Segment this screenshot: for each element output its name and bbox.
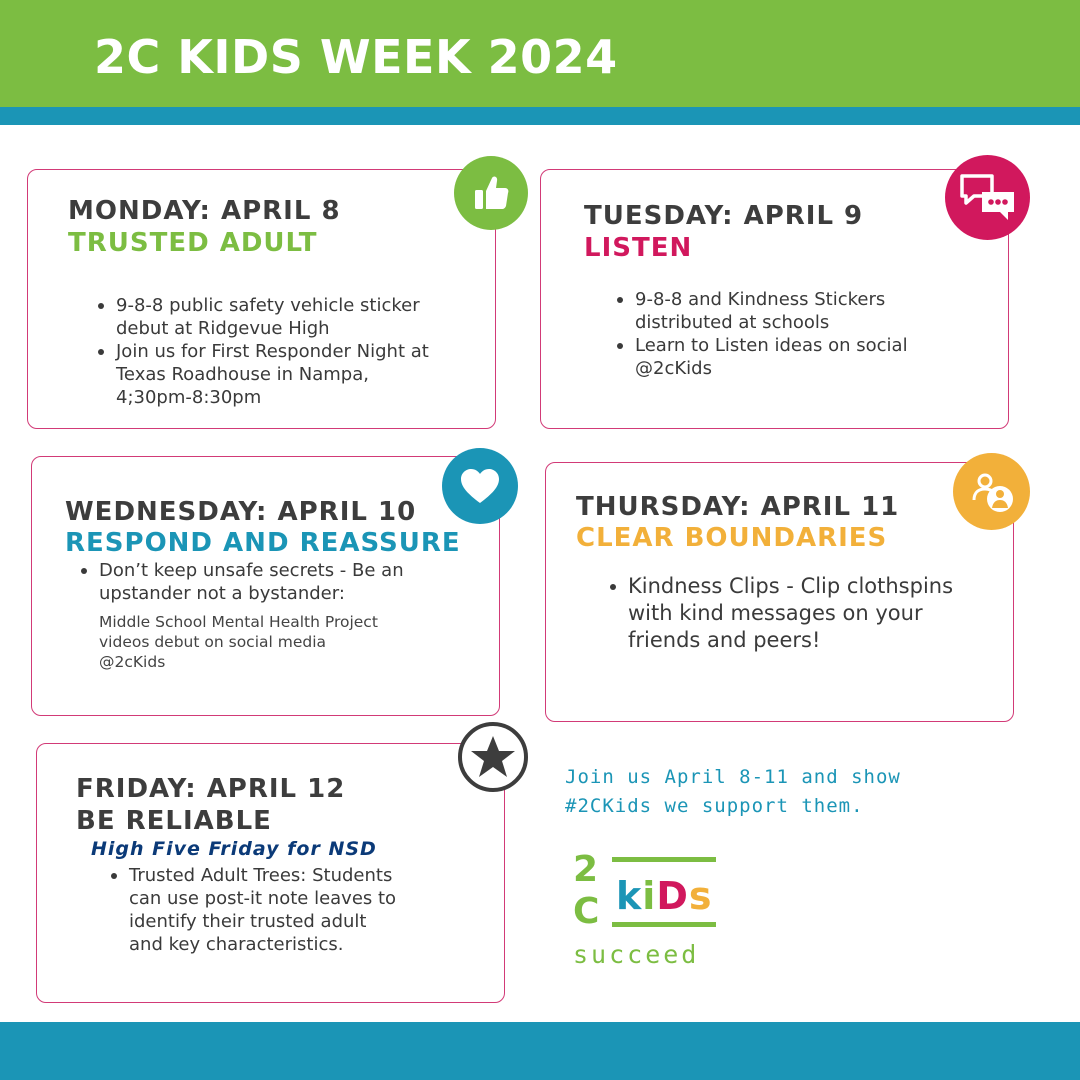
list-item: Kindness Clips - Clip clothspins with kind messages on your friends and peers! [606, 573, 991, 654]
logo-letter-s: s [688, 874, 713, 918]
tuesday-title: TUESDAY: APRIL 9 [584, 201, 864, 231]
star-icon [458, 722, 528, 792]
list-item: Learn to Listen ideas on social @2cKids [613, 334, 953, 380]
wednesday-theme: RESPOND AND REASSURE [65, 528, 461, 558]
join-message [565, 763, 901, 821]
list-item: Trusted Adult Trees: Students can use post-it note leaves to identify their trusted adult and key characteristics. [107, 864, 397, 956]
wednesday-note: Middle School Mental Health Project videos debut on social media @2cKids [99, 613, 378, 671]
monday-theme: TRUSTED ADULT [68, 228, 318, 258]
thumbs-up-icon [454, 156, 528, 230]
friday-theme: BE RELIABLE [76, 806, 272, 836]
heart-icon [442, 448, 518, 524]
wednesday-title: WEDNESDAY: APRIL 10 [65, 497, 417, 527]
wednesday-card [31, 456, 500, 716]
tuesday-card [540, 169, 1009, 429]
page-title: 2C KIDS WEEK 2024 [94, 30, 618, 84]
friday-subtheme: High Five Friday for NSD [91, 838, 377, 860]
logo-kids [616, 874, 712, 918]
friday-bullets [107, 864, 397, 956]
logo-bottom-line [612, 922, 716, 927]
logo-letter-d: D [656, 874, 689, 918]
list-item: Don’t keep unsafe secrets - Be an upstander not a bystander: [77, 559, 447, 605]
thursday-bullets [606, 573, 991, 654]
tuesday-bullets [613, 288, 953, 380]
2c-kids-succeed-logo [570, 849, 730, 972]
monday-title: MONDAY: APRIL 8 [68, 196, 341, 226]
wednesday-bullets [77, 559, 447, 605]
people-icon [953, 453, 1030, 530]
join-line-2: #2CKids we support them. [565, 795, 864, 817]
logo-digit-c: C [573, 891, 600, 932]
logo-letter-i: i [642, 874, 657, 918]
monday-bullets [94, 294, 444, 409]
list-item: 9-8-8 public safety vehicle sticker debut at Ridgevue High [94, 294, 444, 340]
monday-card [27, 169, 496, 429]
tuesday-theme: LISTEN [584, 233, 693, 263]
header-stripe [0, 107, 1080, 125]
logo-digit-2: 2 [573, 849, 599, 890]
speech-bubbles-icon [945, 155, 1030, 240]
thursday-card [545, 462, 1014, 722]
friday-card [36, 743, 505, 1003]
join-line-1: Join us April 8-11 and show [565, 766, 901, 788]
thursday-title: THURSDAY: APRIL 11 [576, 492, 900, 522]
friday-title: FRIDAY: APRIL 12 [76, 774, 346, 804]
list-item: 9-8-8 and Kindness Stickers distributed at schools [613, 288, 953, 334]
list-item: Join us for First Responder Night at Texas Roadhouse in Nampa, 4;30pm-8:30pm [94, 340, 444, 409]
logo-top-line [612, 857, 716, 862]
logo-letter-k: k [616, 874, 643, 918]
logo-tagline: succeed [573, 940, 700, 969]
thursday-theme: CLEAR BOUNDARIES [576, 523, 888, 553]
footer-band [0, 1022, 1080, 1080]
